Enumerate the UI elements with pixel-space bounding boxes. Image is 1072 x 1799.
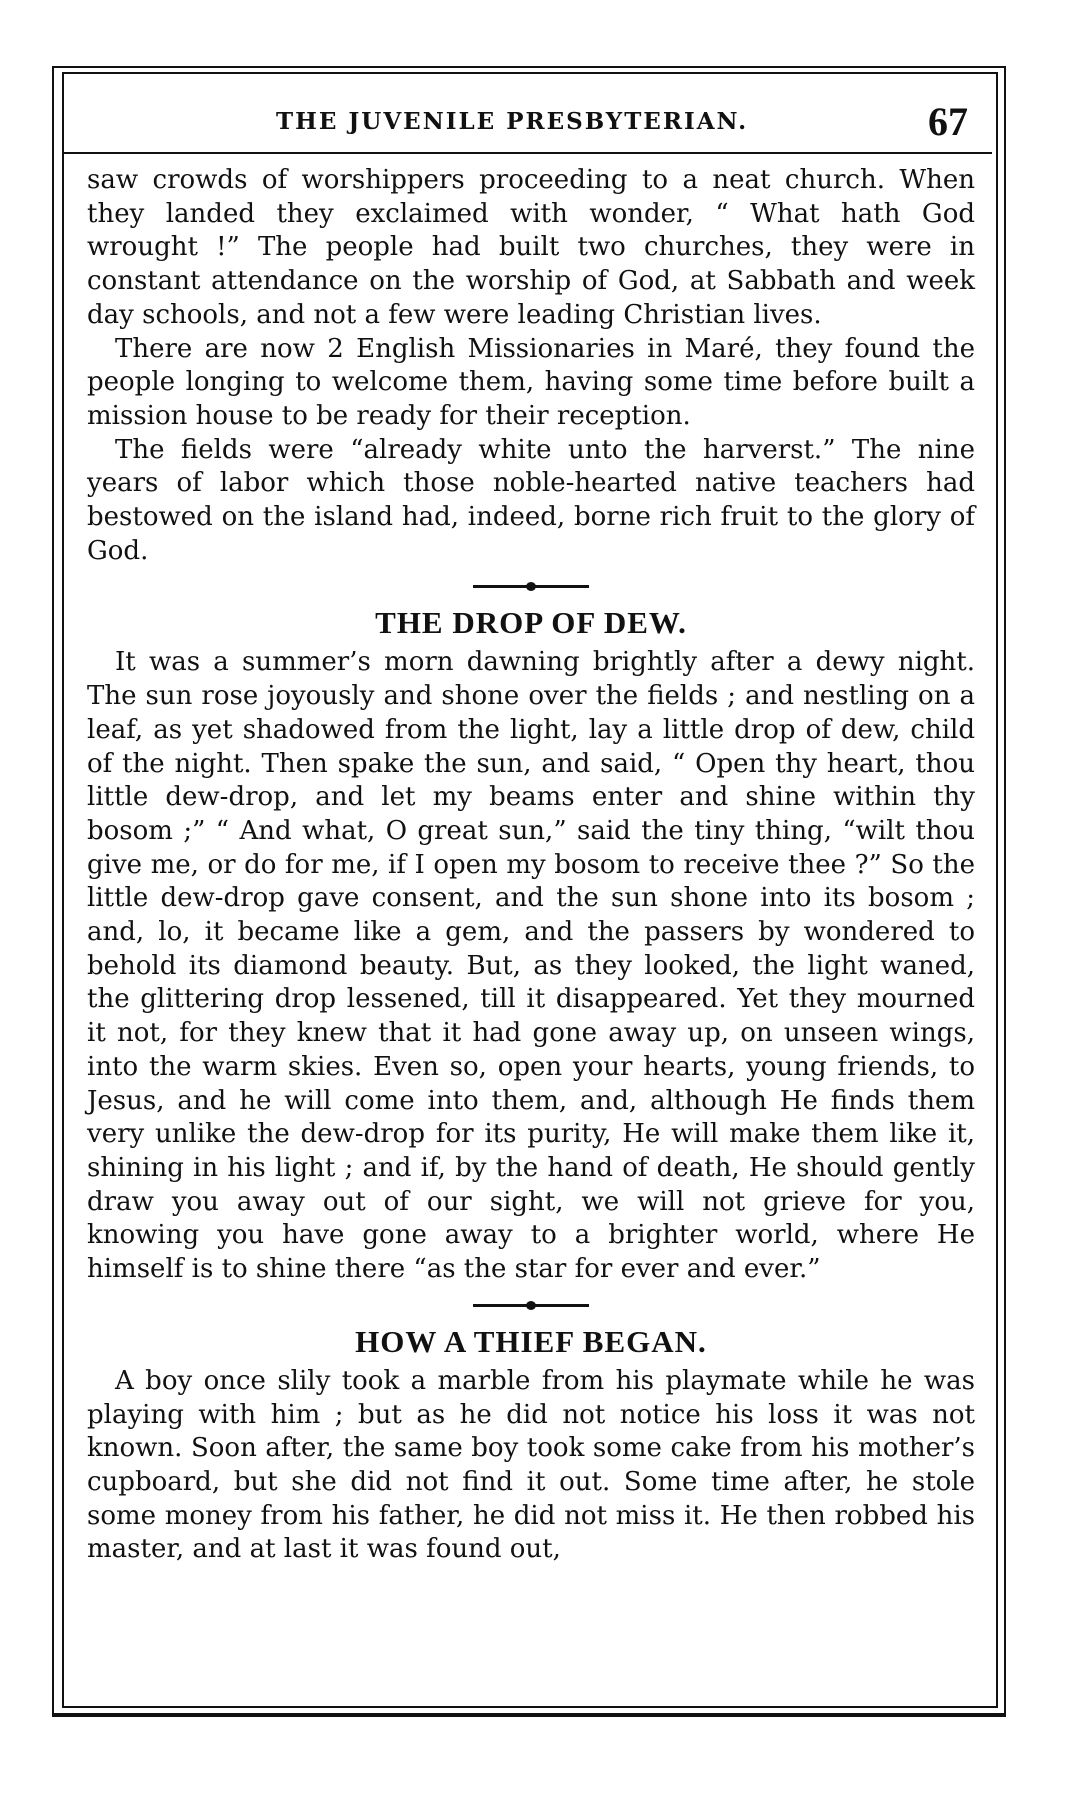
divider-ornament [526, 582, 536, 591]
article-drop-of-dew [87, 603, 975, 1286]
article-paragraph: A boy once slily took a marble from his playmate while he was playing with him ; but as he did not notice his loss it was not known. Soon after, the same boy took some cake from his mother’s cupboard, but she did not find it out. Some time after, he stole some money from his father, he did not miss it. He then robbed his master, and at last it was found out, [87, 1365, 975, 1565]
article-paragraph: There are now 2 English Missionaries in Maré, they found the people longing to welcome them, having some time before built a mission house to be ready for their reception. [87, 333, 975, 431]
page-number: 67 [928, 99, 968, 144]
page-content [87, 164, 975, 1567]
article-how-a-thief-began [87, 1322, 975, 1567]
article-title: HOW A THIEF BEGAN. [355, 1323, 707, 1359]
page-border-bottom-rule [52, 1713, 1006, 1717]
section-divider [87, 568, 975, 603]
page-header [64, 99, 992, 154]
article-paragraph: The fields were “already white unto the harverst.” The nine years of labor which those noble-hearted native teachers had bestowed on the island had, indeed, borne rich fruit to the glory of God. [87, 434, 975, 566]
article-continued [87, 164, 975, 568]
article-paragraph: It was a summer’s morn dawning brightly after a dewy night. The sun rose joyously and shone over the fields ; and nestling on a leaf, as yet shadowed from the light, lay a little drop of dew, child of the night. Then spake the sun, and said, “ Open thy heart, thou little dew-drop, and let my beams enter and shine within thy bosom ;” “ And what, O great sun,” said the tiny thing, “wilt thou give me, or do for me, if I open my bosom to receive thee ?” So the little dew-drop gave consent, and the sun shone into its bosom ; and, lo, it became like a gem, and the passers by wondered to behold its diamond beauty. But, as they looked, the light waned, the glittering drop lessened, till it disappeared. Yet they mourned it not, for they knew that it had gone away up, on unseen wings, into the warm skies. Even so, open your hearts, young friends, to Jesus, and he will come into them, and, although He finds them very unlike the dew-drop for its purity, He will make them like it, shining in his light ; and if, by the hand of death, He should gently draw you away out of our sight, we will not grieve for you, knowing you have gone away to a brighter world, where He himself is to shine there “as the star for ever and ever.” [87, 647, 975, 1285]
divider-ornament [526, 1301, 536, 1310]
running-title: THE JUVENILE PRESBYTERIAN. [276, 108, 749, 135]
article-title: THE DROP OF DEW. [375, 605, 687, 641]
article-paragraph: saw crowds of worshippers proceeding to a neat church. When they landed they exclaimed with wonder, “ What hath God wrought !” The people had built two churches, they were in constant attendance on the worship of God, at Sabbath and week day schools, and not a few were leading Christian lives. [87, 165, 975, 330]
section-divider [87, 1287, 975, 1322]
